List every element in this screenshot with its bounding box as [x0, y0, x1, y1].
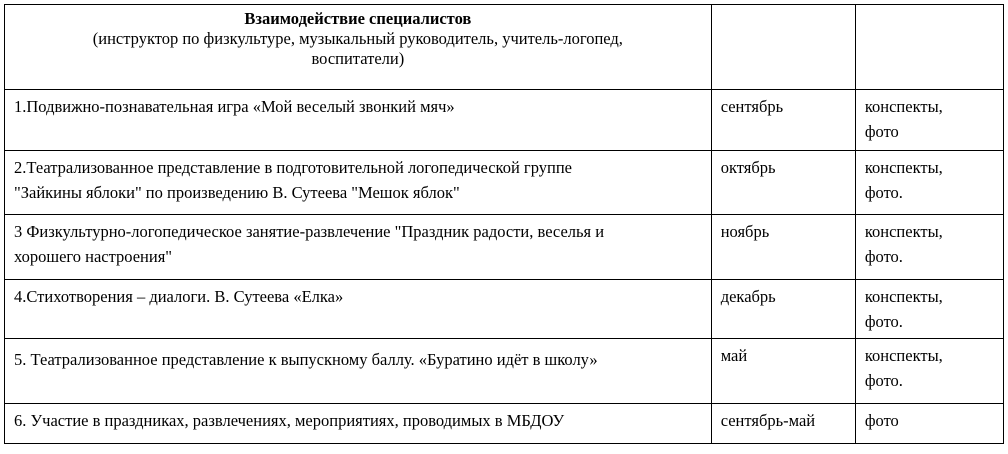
result-line2: фото.	[864, 312, 903, 331]
table-row	[5, 215, 1004, 280]
result-line1: конспекты,	[864, 287, 943, 306]
event-text: 4.Стихотворения – диалоги. В. Сутеева «Елка»	[14, 287, 344, 306]
table-row	[5, 404, 1004, 444]
result-cell	[855, 404, 1003, 444]
date-text: сентябрь	[720, 97, 784, 116]
date-cell	[711, 280, 855, 339]
date-cell	[711, 215, 855, 280]
date-text: ноябрь	[720, 222, 770, 241]
result-line1: конспекты,	[864, 346, 943, 365]
result-line2: фото.	[864, 247, 903, 266]
table-row	[5, 339, 1004, 404]
table-header-row	[5, 5, 1004, 90]
result-line2: фото	[864, 122, 899, 141]
header-date-cell	[711, 5, 855, 90]
event-text: 6. Участие в праздниках, развлечениях, мероприятиях, проводимых в МБДОУ	[14, 411, 565, 430]
header-title: Взаимодействие специалистов	[244, 9, 472, 28]
result-line1: конспекты,	[864, 97, 943, 116]
event-line1: 3 Физкультурно-логопедическое занятие-развлечение "Праздник радости, веселья и	[14, 222, 605, 241]
event-text: 1.Подвижно-познавательная игра «Мой веселый звонкий мяч»	[14, 97, 455, 116]
header-subtitle-line1: (инструктор по физкультуре, музыкальный руководитель, учитель-логопед,	[92, 29, 623, 48]
result-cell	[855, 151, 1003, 215]
table-row	[5, 90, 1004, 151]
date-text: май	[720, 346, 748, 365]
date-cell	[711, 151, 855, 215]
event-cell	[5, 280, 712, 339]
result-cell	[855, 339, 1003, 404]
header-subtitle-line2: воспитатели)	[311, 49, 405, 68]
event-line1: 2.Театрализованное представление в подготовительной логопедической группе	[14, 158, 572, 177]
result-cell	[855, 280, 1003, 339]
table-row	[5, 280, 1004, 339]
result-cell	[855, 90, 1003, 151]
result-line1: конспекты,	[864, 158, 943, 177]
header-cell	[5, 5, 712, 90]
result-text: фото	[864, 411, 899, 430]
date-text: декабрь	[720, 287, 776, 306]
event-cell	[5, 404, 712, 444]
result-line2: фото.	[864, 371, 903, 390]
specialists-plan-table	[4, 4, 1004, 444]
event-cell	[5, 215, 712, 280]
event-text: 5. Театрализованное представление к выпускному баллу. «Буратино идёт в школу»	[14, 350, 598, 369]
header-result-cell	[855, 5, 1003, 90]
result-line2: фото.	[864, 183, 903, 202]
date-cell	[711, 90, 855, 151]
event-line2: "Зайкины яблоки" по произведению В. Сутеева "Мешок яблок"	[14, 183, 460, 202]
date-cell	[711, 339, 855, 404]
table-row	[5, 151, 1004, 215]
event-cell	[5, 90, 712, 151]
result-cell	[855, 215, 1003, 280]
date-text: сентябрь-май	[720, 411, 816, 430]
date-text: октябрь	[720, 158, 776, 177]
event-line2: хорошего настроения"	[14, 247, 173, 266]
result-line1: конспекты,	[864, 222, 943, 241]
event-cell	[5, 339, 712, 404]
event-cell	[5, 151, 712, 215]
date-cell	[711, 404, 855, 444]
